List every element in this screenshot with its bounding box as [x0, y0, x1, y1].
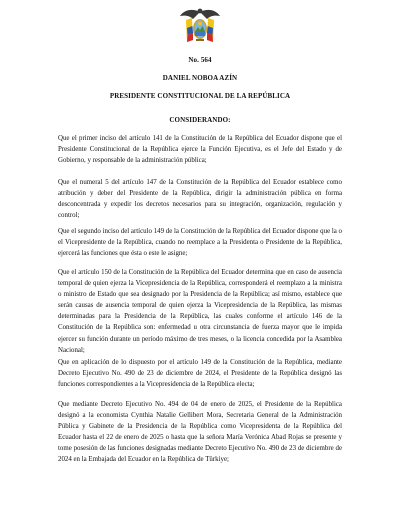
- president-title: PRESIDENTE CONSTITUCIONAL DE LA REPÚBLICA: [109, 92, 291, 100]
- paragraph-5: Que en aplicación de lo dispuesto por el artículo 149 de la Constitución de la República, mediante Decreto Ejecutivo No. 490 de 23 de diciembre de 2024, el Presidente de la República designó las funciones correspondientes a la Vicepresidencia de la República electa;: [58, 359, 342, 389]
- decree-number: No. 564: [188, 56, 212, 64]
- paragraph-1: Que el primer inciso del artículo 141 de la Constitución de la República del Ecuador dispone que el Presidente Constitucional de la República ejerce la Función Ejecutiva, es el Jefe del Estado y de Gobierno, y responsable de la administración pública;: [58, 135, 342, 165]
- paragraph-4: Que el artículo 150 de la Constitución de la República del Ecuador determina que en caso de ausencia temporal de quien ejerza la Vicepresidencia de la República, corresponderá el reemplazo a la ministra o ministro de Estado que sea designado por la Presidencia de la República; así mismo, establece que serán causas de ausencia temporal de quien ejerza la Vicepresidencia de la República, las mismas determinadas para la Presidencia de la República, las cuales conforme el artículo 146 de la Constitución de la República son: enfermedad u otra circunstancia de fuerza mayor que le impida ejercer su función durante un período máximo de tres meses, o la licencia concedida por la Asamblea Nacional;: [58, 269, 342, 354]
- section-heading: CONSIDERANDO:: [169, 116, 231, 124]
- paragraph-2: Que el numeral 5 del artículo 147 de la Constitución de la República del Ecuador establece como atribución y deber del Presidente de la República, dirigir la administración pública en forma desconcentrada y expedir los decretos necesarios para su integración, organización, regulación y control;: [58, 179, 342, 220]
- president-name: DANIEL NOBOA AZÍN: [162, 74, 238, 82]
- paragraph-6: Que mediante Decreto Ejecutivo No. 494 de 04 de enero de 2025, el Presidente de la República designó a la economista Cynthia Natalie Gellibert Mora, Secretaria General de la Administración Pública y Gabinete de la Presidencia de la República como Vicepresidenta de la República del Ecuador hasta el 22 de enero de 2025 o hasta que la señora María Verónica Abad Rojas se presente y tome posesión de las funciones designadas mediante Decreto Ejecutivo No. 490 de 23 de diciembre de 2024 en la Embajada del Ecuador en la República de Türkiye;: [58, 401, 342, 464]
- ecuador-coat-of-arms-icon: [178, 6, 222, 48]
- paragraph-3: Que el segundo inciso del artículo 149 de la Constitución de la República del Ecuador dispone que la o el Vicepresidente de la República, cuando no reemplace a la Presidenta o Presidente de la República, ejercerá las funciones que ésta o este le asigne;: [58, 228, 342, 258]
